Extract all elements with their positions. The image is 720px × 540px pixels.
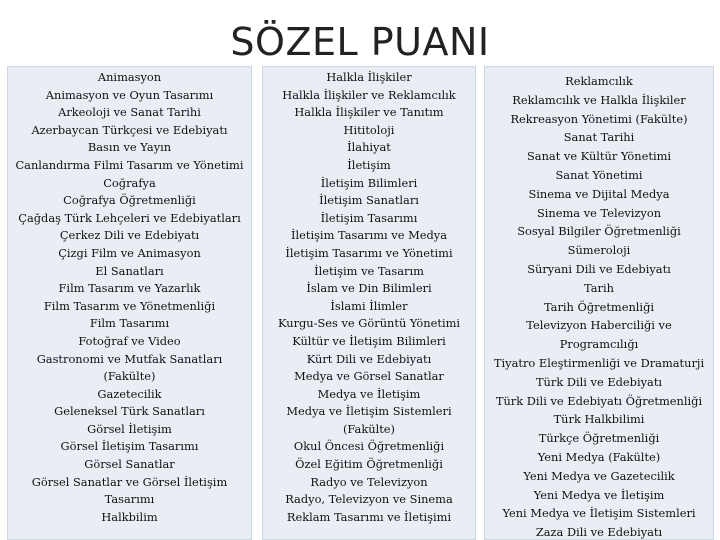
program-list-item: Medya ve İletişim: [317, 386, 421, 401]
program-list-item: Basın ve Yayın: [87, 140, 172, 155]
program-list-item: İslam ve Din Bilimleri: [306, 281, 432, 296]
program-list-item: Görsel İletişim Tasarımı: [60, 439, 199, 454]
program-list-item: Radyo ve Televizyon: [310, 474, 428, 489]
program-list-item: Zaza Dili ve Edebiyatı: [535, 525, 663, 540]
program-list-item: Gazetecilik: [97, 386, 162, 401]
program-list-item: Halkla İlişkiler: [326, 70, 412, 84]
program-list-item: Sanat Yönetimi: [555, 167, 643, 182]
program-list-item: Türkçe Öğretmenliği: [538, 431, 660, 446]
program-list-item: Gastronomi ve Mutfak Sanatları (Fakülte): [36, 351, 223, 384]
program-list-item: Halkla İlişkiler ve Reklamcılık: [282, 87, 456, 102]
program-list-item: Reklamcılık ve Halkla İlişkiler: [512, 92, 686, 107]
program-list-item: Türk Dili ve Edebiyatı: [535, 374, 663, 389]
program-list-item: Film Tasarım ve Yönetmenliği: [43, 298, 216, 313]
program-list-column-2: [262, 66, 476, 540]
program-list-column-1: [7, 66, 252, 540]
program-list-item: Televizyon Haberciliği ve Programcılığı: [526, 318, 672, 352]
program-list-item: Kurgu-Ses ve Görüntü Yönetimi: [277, 316, 461, 331]
program-list-item: Coğrafya: [103, 175, 156, 190]
program-list-item: Tarih: [584, 280, 614, 295]
program-list-item: İletişim Tasarımı ve Yönetimi: [285, 245, 453, 260]
program-list-item: Reklam Tasarımı ve İletişimi: [286, 509, 452, 524]
program-list-item: Kürt Dili ve Edebiyatı: [306, 351, 432, 366]
program-list-item: El Sanatları: [95, 263, 164, 278]
program-list-item: İletişim Bilimleri: [320, 175, 418, 190]
program-list-item: İslami İlimler: [330, 298, 408, 313]
program-list-item: Sinema ve Dijital Medya: [528, 186, 670, 201]
program-list-item: Çağdaş Türk Lehçeleri ve Edebiyatları: [18, 210, 241, 225]
program-list-item: Türk Dili ve Edebiyatı Öğretmenliği: [495, 393, 703, 408]
program-list-item: Yeni Medya ve İletişim: [533, 487, 665, 502]
program-list-item: İletişim Tasarımı: [320, 210, 418, 225]
program-list-item: Çizgi Film ve Animasyon: [58, 245, 201, 260]
program-list-item: Azerbaycan Türkçesi ve Edebiyatı: [31, 122, 228, 137]
program-list-item: Geleneksel Türk Sanatları: [54, 404, 205, 419]
program-list-item: İletişim Tasarımı ve Medya: [290, 228, 448, 243]
program-list-item: Animasyon: [97, 70, 162, 84]
program-list-item: Görsel İletişim: [87, 421, 172, 436]
program-list-column-3: [484, 66, 714, 540]
program-list-item: Süryani Dili ve Edebiyatı: [527, 261, 671, 276]
program-list-item: İletişim: [347, 157, 391, 172]
program-list-item: Halkla İlişkiler ve Tanıtım: [294, 105, 444, 120]
program-list-item: Sosyal Bilgiler Öğretmenliği: [517, 224, 681, 239]
program-list-item: Özel Eğitim Öğretmenliği: [295, 457, 443, 472]
program-list-item: Arkeoloji ve Sanat Tarihi: [58, 105, 201, 120]
program-list-item: Animasyon ve Oyun Tasarımı: [45, 87, 214, 102]
program-list-item: Sümeroloji: [567, 243, 631, 258]
program-list-item: Film Tasarımı: [89, 316, 170, 331]
program-list-item: Sinema ve Televizyon: [536, 205, 662, 220]
program-list-item: Yeni Medya ve İletişim Sistemleri: [502, 506, 696, 521]
program-list-item: Yeni Medya ve Gazetecilik: [523, 468, 675, 483]
program-list-item: Türk Halkbilimi: [553, 412, 645, 427]
program-list-item: Yeni Medya (Fakülte): [537, 449, 661, 464]
program-list-item: Tarih Öğretmenliği: [543, 299, 655, 314]
program-list-item: Medya ve Görsel Sanatlar: [294, 369, 444, 384]
program-list-item: Coğrafya Öğretmenliği: [63, 193, 196, 208]
page-title: SÖZEL PUANI: [230, 20, 490, 64]
program-list-item: İletişim ve Tasarım: [314, 263, 424, 278]
program-list-item: Okul Öncesi Öğretmenliği: [293, 439, 445, 454]
program-list-item: Tiyatro Eleştirmenliği ve Dramaturji: [493, 355, 705, 370]
program-list-item: İlahiyat: [347, 140, 391, 155]
program-list-item: Çerkez Dili ve Edebiyatı: [59, 228, 200, 243]
program-list-item: Hititoloji: [343, 122, 395, 137]
program-list-item: Fotoğraf ve Video: [78, 333, 181, 348]
program-list-item: Kültür ve İletişim Bilimleri: [292, 333, 446, 348]
program-list-item: Rekreasyon Yönetimi (Fakülte): [510, 111, 688, 126]
program-list-item: Görsel Sanatlar ve Görsel İletişim Tasarımı: [31, 474, 228, 507]
program-list-item: Sanat ve Kültür Yönetimi: [526, 149, 672, 164]
program-list-item: Sanat Tarihi: [563, 130, 635, 145]
program-list-item: Radyo, Televizyon ve Sinema: [285, 492, 453, 507]
program-list-item: Reklamcılık: [565, 74, 633, 88]
program-list-item: İletişim Sanatları: [319, 193, 419, 208]
program-list-item: Canlandırma Filmi Tasarım ve Yönetimi: [15, 157, 244, 172]
program-list-item: Film Tasarım ve Yazarlık: [58, 281, 201, 296]
program-list-item: Görsel Sanatlar: [84, 457, 175, 472]
program-list-item: Halkbilim: [101, 509, 158, 524]
program-list-item: Medya ve İletişim Sistemleri (Fakülte): [286, 404, 452, 436]
